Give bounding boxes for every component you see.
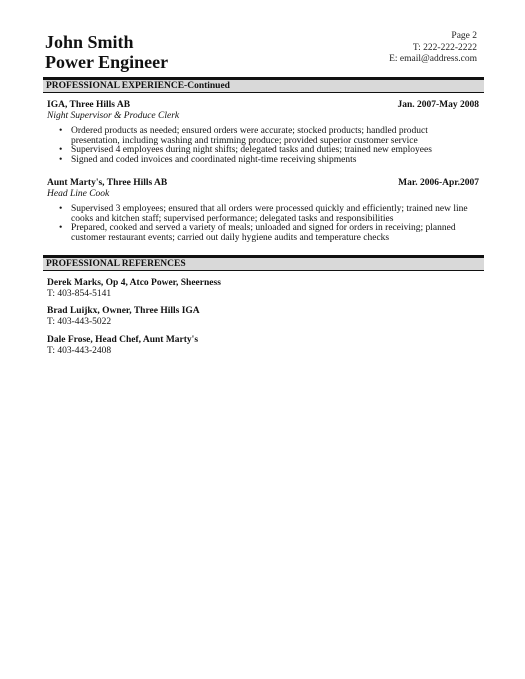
email-address: E: email@address.com — [389, 54, 477, 64]
phone-number: T: 222-222-2222 — [412, 42, 477, 53]
candidate-role: Power Engineer — [45, 52, 169, 72]
reference-name: Derek Marks, Op 4, Atco Power, Sheerness — [47, 278, 221, 288]
job-duties-list — [47, 127, 479, 165]
job-title: Night Supervisor & Produce Clerk — [47, 110, 180, 121]
reference-entry — [47, 278, 221, 299]
job-header — [47, 178, 479, 189]
references-section-heading: PROFESSIONAL REFERENCES — [43, 255, 484, 271]
candidate-name: John Smith — [45, 32, 134, 52]
job-duty: • Signed and coded invoices and coordinated night-time receiving shipments — [71, 156, 479, 166]
reference-name: Brad Luijkx, Owner, Three Hills IGA — [47, 306, 200, 316]
reference-phone: T: 403-443-5022 — [47, 316, 112, 327]
experience-section-heading: PROFESSIONAL EXPERIENCE-Continued — [43, 77, 484, 93]
job-duty: • Supervised 3 employees; ensured that all orders were processed quickly and efficiently; trained new line cooks and kitchen staff; supervised performance; delegated tasks and responsibilities — [71, 205, 479, 224]
job-entry — [47, 178, 479, 243]
reference-phone: T: 403-854-5141 — [47, 288, 112, 299]
reference-entry — [47, 335, 198, 356]
job-duty: • Prepared, cooked and served a variety of meals; unloaded and signed for orders in receiving; planned customer restaurant events; carried out daily hygiene audits and temperature checks — [71, 224, 479, 243]
contact-block — [389, 31, 477, 66]
job-duty: • Ordered products as needed; ensured orders were accurate; stocked products; handled product presentation, including washing and trimming produce; provided superior customer service — [71, 127, 479, 146]
name-block — [45, 32, 168, 72]
reference-entry — [47, 306, 200, 327]
job-duty: • Supervised 4 employees during night shifts; delegated tasks and duties; trained new employees — [71, 146, 479, 156]
job-title: Head Line Cook — [47, 188, 110, 199]
job-header — [47, 100, 479, 111]
job-duties-list — [47, 205, 479, 243]
page-number: Page 2 — [451, 31, 477, 41]
job-employer: Aunt Marty's, Three Hills AB — [47, 178, 168, 188]
job-employer: IGA, Three Hills AB — [47, 100, 131, 110]
job-dates: Mar. 2006-Apr.2007 — [398, 178, 479, 188]
reference-name: Dale Frose, Head Chef, Aunt Marty's — [47, 335, 199, 345]
job-dates: Jan. 2007-May 2008 — [397, 100, 479, 110]
reference-phone: T: 403-443-2408 — [47, 345, 112, 356]
job-entry — [47, 100, 479, 165]
